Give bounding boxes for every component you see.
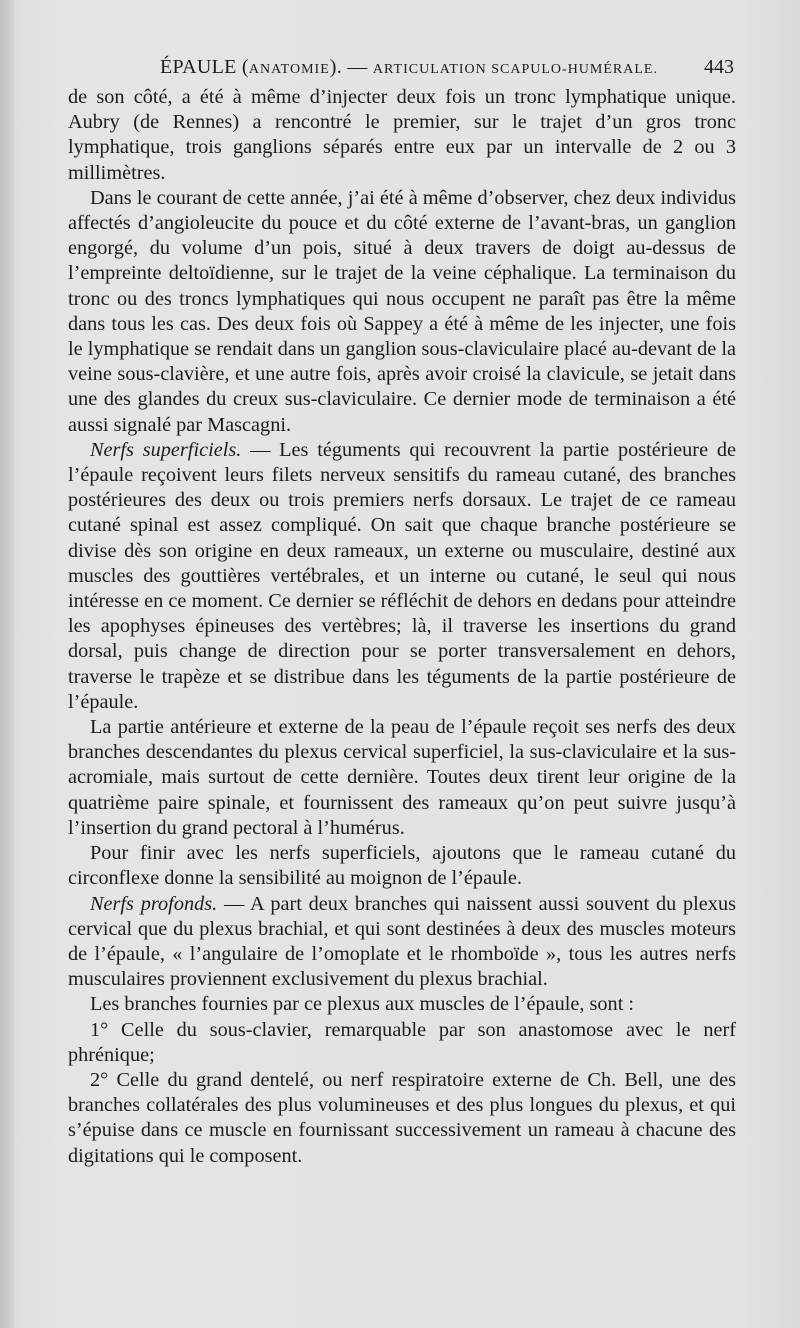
header-title-separator: —	[342, 56, 373, 78]
paragraph-text: de son côté, a été à même d’injecter deux fois un tronc lymphatique unique. Aubry (de Rennes) a rencontré le premier, sur le trajet d’un gros tronc lymphatique, trois ganglions séparés entre eux par un intervalle de 2 ou 3 millimètres.	[68, 86, 736, 184]
running-header	[68, 52, 736, 82]
paragraph	[68, 715, 736, 841]
paragraph-text: Pour finir avec les nerfs superficiels, ajoutons que le rameau cutané du circonflexe donne la sensibilité au moignon de l’épaule.	[68, 842, 736, 890]
header-title-close: ).	[329, 56, 343, 78]
paragraph-text: — A part deux branches qui naissent aussi souvent du plexus cervical que du plexus brachial, et qui sont destinées à deux des muscles moteurs de l’épaule, « l’angulaire de l’omoplate et le rhomboïde », tous les autres nerfs musculaires proviennent exclusivement du plexus brachial.	[68, 892, 736, 991]
list-item	[68, 1018, 736, 1068]
paragraph	[68, 438, 736, 715]
list-item-text: 1° Celle du sous-clavier, remarquable par son anastomose avec le nerf phrénique;	[68, 1018, 736, 1066]
section-lead-italic: Nerfs profonds.	[90, 892, 218, 915]
paragraph	[68, 186, 736, 438]
paragraph	[68, 992, 736, 1017]
body-text	[68, 85, 736, 1169]
running-title	[160, 52, 658, 85]
page-binding-edge	[0, 0, 14, 1328]
paragraph	[68, 892, 736, 993]
section-lead-italic: Nerfs superficiels.	[90, 438, 242, 461]
paragraph-text: Les branches fournies par ce plexus aux muscles de l’épaule, sont :	[90, 993, 635, 1016]
page-number: 443	[704, 56, 734, 78]
list-item-text: 2° Celle du grand dentelé, ou nerf respiratoire externe de Ch. Bell, une des branches collatérales des plus volumineuses et des plus longues du plexus, et qui s’épuise dans ce muscle en fournissant successivement un rameau à chacune des digitations qui le composent.	[68, 1068, 736, 1167]
paragraph-text: Dans le courant de cette année, j’ai été à même d’observer, chez deux individus affectés d’angioleucite du pouce et du côté externe de l’avant-bras, un ganglion engorgé, du volume d’un pois, situé à deux travers de doigt au-dessus de l’empreinte deltoïdienne, sur le trajet de la veine céphalique. La terminaison du tronc ou des troncs lymphatiques qui nous occupent ne paraît pas être la même dans tous les cas. Des deux fois où Sappey a été à même de les injecter, une fois le lymphatique se rendait dans un ganglion sous-claviculaire placé au-devant de la veine sous-clavière, et une autre fois, après avoir croisé la clavicule, se jetait dans une des glandes du creux sus-claviculaire. Ce dernier mode de terminaison a été aussi signalé par Mascagni.	[68, 186, 736, 436]
list-item	[68, 1068, 736, 1169]
paragraph-text: — Les téguments qui recouvrent la partie postérieure de l’épaule reçoivent leurs filets nerveux sensitifs du rameau cutané, des branches postérieures des deux ou trois premiers nerfs dorsaux. Le trajet de ce rameau cutané spinal est assez compliqué. On sait que chaque branche postérieure se divise dès son origine en deux rameaux, un externe ou musculaire, destiné aux muscles des gouttières vertébrales, et un interne ou cutané, le seul qui nous intéresse en ce moment. Ce dernier se réfléchit de dehors en dedans pour atteindre les apophyses épineuses des vertèbres; là, il traverse les insertions du grand dorsal, puis change de direction pour se porter transversalement en dehors, traverse le trapèze et se distribue dans les téguments de la partie postérieure de l’épaule.	[68, 438, 736, 713]
paragraph	[68, 85, 736, 186]
paragraph-text: La partie antérieure et externe de la peau de l’épaule reçoit ses nerfs des deux branches descendantes du plexus cervical superficiel, la sus-claviculaire et la sus-acromiale, mais surtout de cette dernière. Toutes deux tirent leur origine de la quatrième paire spinale, et fournissent des rameaux qu’on peut suivre jusqu’à l’insertion du grand pectoral à l’humérus.	[68, 716, 736, 839]
paragraph	[68, 841, 736, 891]
header-subtitle: ARTICULATION SCAPULO-HUMÉRALE.	[372, 62, 658, 77]
header-title-smallcaps: ANATOMIE	[248, 62, 330, 77]
header-title-main: ÉPAULE (	[160, 56, 249, 78]
